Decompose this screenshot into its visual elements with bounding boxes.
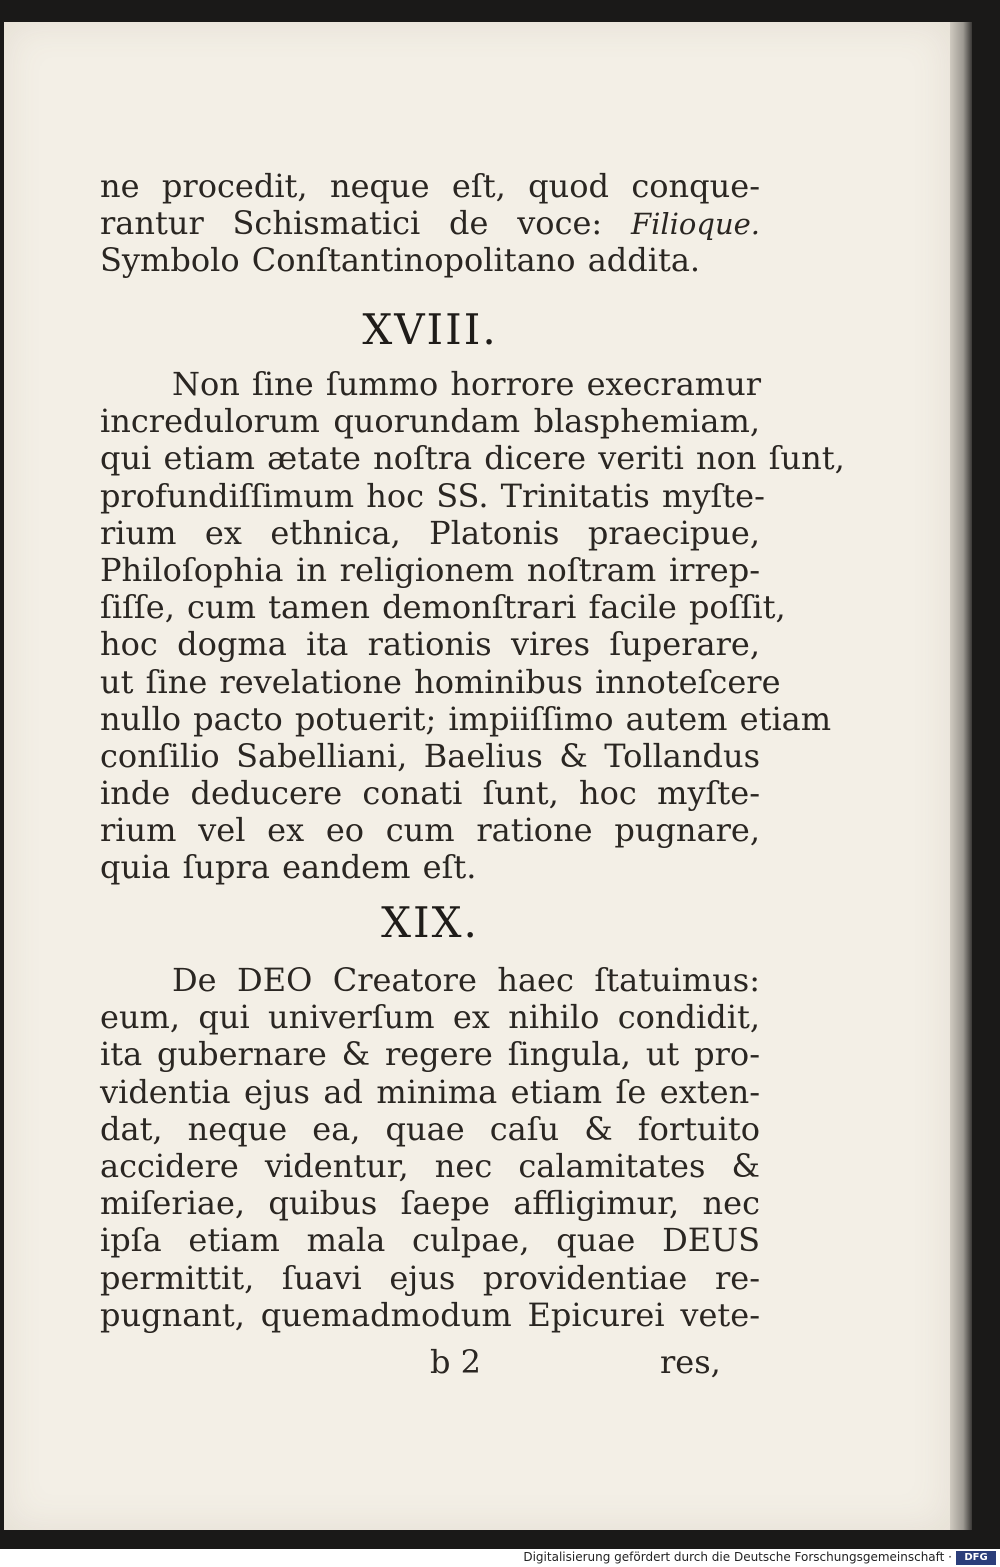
paragraph-continuation — [100, 168, 760, 280]
text-line: incredulorum quorundam blasphemiam, — [100, 402, 760, 441]
text-line: nullo pacto potuerit; impiiſſimo autem etiam — [100, 699, 832, 738]
text-line: accidere videntur, nec calamitates & — [100, 1146, 760, 1185]
text-line: eum, qui univerſum ex nihilo condidit, — [100, 998, 760, 1037]
text-line: miſeriae, quibus ſaepe affligimur, nec — [100, 1184, 760, 1223]
text-line: ſiſſe, cum tamen demonſtrari facile poſſit, — [100, 588, 786, 627]
text-line: ut ſine revelatione hominibus innoteſcere — [100, 662, 781, 701]
credit-text: Digitalisierung gefördert durch die Deutsche Forschungsgemeinschaft · — [523, 1550, 952, 1564]
paragraph-xviii — [100, 365, 845, 887]
signature-mark: b 2 — [430, 1343, 482, 1381]
text-line: conſilio Sabelliani, Baelius & Tollandus — [100, 736, 760, 775]
page-footer — [100, 1343, 760, 1383]
catchword: res, — [660, 1343, 721, 1381]
page-edge — [950, 22, 972, 1530]
text-line: profundiſſimum hoc SS. Trinitatis myſte- — [100, 476, 765, 515]
text-line: ita gubernare & regere ſingula, ut pro- — [100, 1035, 760, 1074]
text-line: quia ſupra eandem eſt. — [100, 848, 477, 887]
digitization-credit-bar — [0, 1549, 1000, 1567]
text-line: ipſa etiam mala culpae, quae DEUS — [100, 1221, 760, 1260]
text-line: De DEO Creatore haec ſtatuimus: — [172, 961, 760, 999]
text-line: Philoſophia in religionem noſtram irrep- — [100, 550, 760, 589]
italic-term: Filioque. — [630, 207, 761, 242]
text-line: dat, neque ea, quae caſu & fortuito — [100, 1109, 760, 1148]
section-heading-xix: XIX. — [381, 898, 479, 947]
dfg-logo-icon[interactable]: DFG — [956, 1551, 996, 1565]
text-line: inde deducere conati ſunt, hoc myſte- — [100, 774, 760, 813]
text-line: hoc dogma ita rationis vires ſuperare, — [100, 625, 760, 664]
text-line — [100, 205, 760, 242]
text-line: qui etiam ætate noſtra dicere veriti non ſunt, — [100, 439, 845, 478]
section-heading-xviii: XVIII. — [362, 305, 498, 354]
text-line: rium ex ethnica, Platonis praecipue, — [100, 513, 760, 552]
text-line: videntia ejus ad minima etiam ſe exten- — [100, 1072, 760, 1111]
text-line: permittit, ſuavi ejus providentiae re- — [100, 1258, 760, 1297]
text-line: pugnant, quemadmodum Epicurei vete- — [100, 1295, 760, 1334]
text-line: Non ſine ſummo horrore execramur — [172, 365, 762, 403]
text-line: Symbolo Conſtantinopolitano addita. — [100, 241, 701, 280]
text-fragment: rantur Schismatici de voce: — [100, 204, 603, 243]
text-line: ne procedit, neque eſt, quod conque- — [100, 167, 760, 205]
text-line: rium vel ex eo cum ratione pugnare, — [100, 811, 760, 850]
paragraph-xix — [100, 962, 760, 1334]
